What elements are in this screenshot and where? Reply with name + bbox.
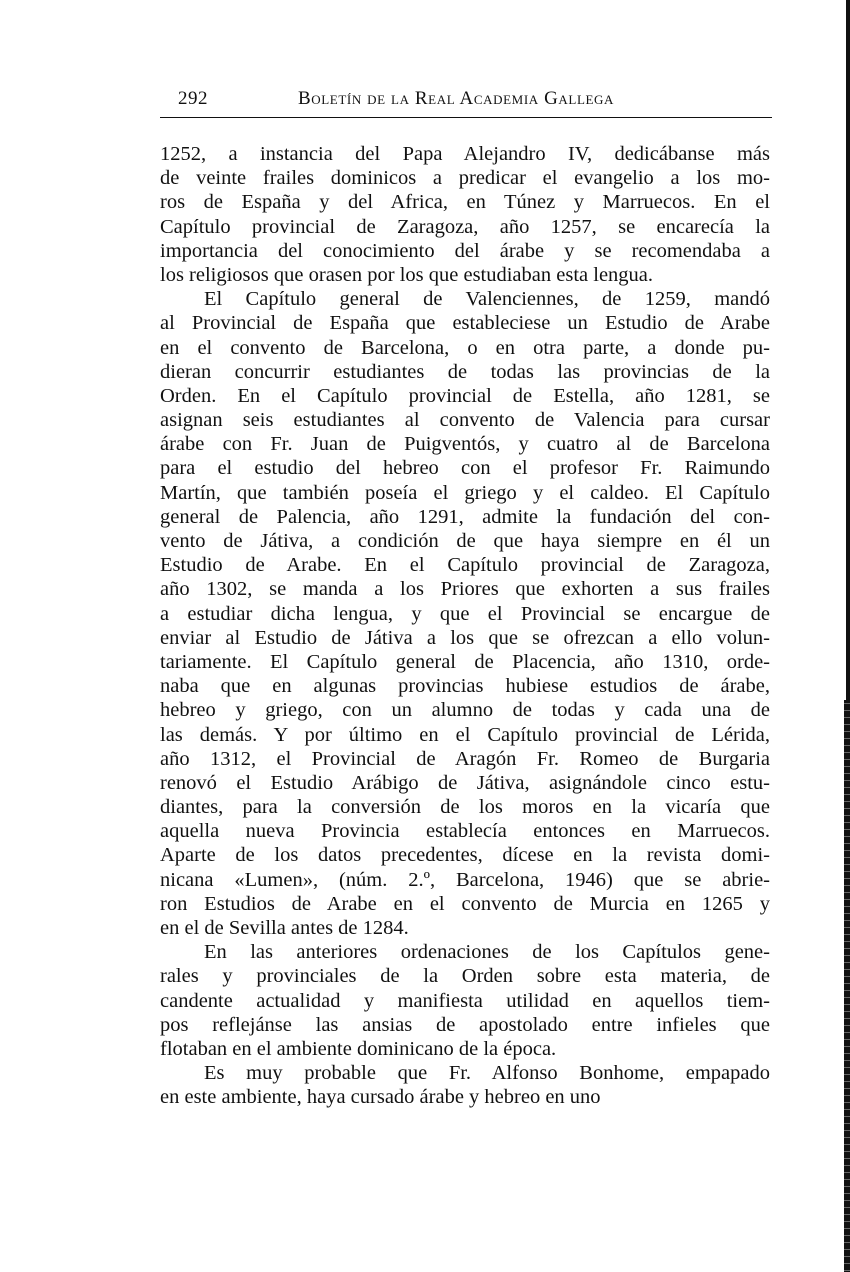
text-line: candente actualidad y manifiesta utilidad en aquellos tiem- bbox=[160, 989, 770, 1012]
text-line: Es muy probable que Fr. Alfonso Bonhome, empapado bbox=[204, 1062, 770, 1085]
text-line: 1252, a instancia del Papa Alejandro IV, dedicábanse más bbox=[160, 143, 770, 165]
text-line: año 1302, se manda a los Priores que exhorten a sus frailes bbox=[160, 578, 770, 601]
text-line: El Capítulo general de Valenciennes, de 1259, mandó bbox=[204, 288, 770, 311]
paragraph bbox=[160, 940, 770, 1061]
text-line: en el de Sevilla antes de 1284. bbox=[160, 917, 409, 939]
text-line: dieran concurrir estudiantes de todas las provincias de la bbox=[160, 360, 770, 383]
text-line: naba que en algunas provincias hubiese estudios de árabe, bbox=[160, 675, 770, 698]
text-line: Orden. En el Capítulo provincial de Estella, año 1281, se bbox=[160, 384, 770, 407]
text-line: flotaban en el ambiente dominicano de la época. bbox=[160, 1037, 557, 1060]
text-line: asignan seis estudiantes al convento de Valencia para cursar bbox=[160, 409, 770, 432]
text-line: renovó el Estudio Arábigo de Játiva, asignándole cinco estu- bbox=[160, 771, 770, 794]
text-line: ros de España y del Africa, en Túnez y Marruecos. En el bbox=[160, 191, 770, 214]
text-line: Aparte de los datos precedentes, dícese en la revista domi- bbox=[160, 844, 770, 867]
text-line: enviar al Estudio de Játiva a los que se ofrezcan a ello volun- bbox=[160, 626, 770, 649]
text-line: nicana «Lumen», (núm. 2.º, Barcelona, 1946) que se abrie- bbox=[160, 868, 770, 891]
text-line: vento de Játiva, a condición de que haya siempre en él un bbox=[160, 530, 770, 552]
text-line: de veinte frailes dominicos a predicar el evangelio a los mo- bbox=[160, 167, 770, 190]
text-line: Estudio de Arabe. En el Capítulo provincial de Zaragoza, bbox=[160, 554, 770, 577]
journal-title: Boletín de la Real Academia Gallega bbox=[298, 88, 614, 109]
text-line: importancia del conocimiento del árabe y se recomendaba a bbox=[160, 239, 770, 262]
text-line: Capítulo provincial de Zaragoza, año 1257, se encarecía la bbox=[160, 215, 770, 238]
text-line: ron Estudios de Arabe en el convento de Murcia en 1265 y bbox=[160, 892, 770, 915]
text-line: al Provincial de España que estableciese un Estudio de Arabe bbox=[160, 312, 770, 335]
text-line: para el estudio del hebreo con el profesor Fr. Raimundo bbox=[160, 457, 770, 480]
text-line: a estudiar dicha lengua, y que el Provincial se encargue de bbox=[160, 602, 770, 625]
text-line: En las anteriores ordenaciones de los Capítulos gene- bbox=[204, 941, 770, 964]
header-rule bbox=[160, 117, 772, 118]
text-line: los religiosos que orasen por los que estudiaban esta lengua. bbox=[160, 263, 654, 286]
paragraph bbox=[160, 287, 770, 940]
page-number: 292 bbox=[178, 88, 208, 109]
text-line: aquella nueva Provincia establecía entonces en Marruecos. bbox=[160, 820, 770, 843]
body-text bbox=[160, 142, 770, 1110]
text-line: pos reflejánse las ansias de apostolado entre infieles que bbox=[160, 1013, 770, 1036]
text-line: hebreo y griego, con un alumno de todas y cada una de bbox=[160, 699, 770, 722]
text-line: tariamente. El Capítulo general de Placencia, año 1310, orde- bbox=[160, 650, 770, 673]
paragraph bbox=[160, 142, 770, 287]
paragraph bbox=[160, 1061, 770, 1109]
text-line: las demás. Y por último en el Capítulo provincial de Lérida, bbox=[160, 723, 770, 746]
text-line: Martín, que también poseía el griego y el caldeo. El Capítulo bbox=[160, 481, 770, 504]
text-line: en este ambiente, haya cursado árabe y hebreo en uno bbox=[160, 1086, 601, 1109]
scan-border-noise bbox=[844, 700, 850, 1272]
text-line: rales y provinciales de la Orden sobre esta materia, de bbox=[160, 965, 770, 988]
text-line: año 1312, el Provincial de Aragón Fr. Romeo de Burgaria bbox=[160, 747, 770, 770]
text-line: en el convento de Barcelona, o en otra parte, a donde pu- bbox=[160, 336, 770, 359]
text-line: árabe con Fr. Juan de Puigventós, y cuatro al de Barcelona bbox=[160, 433, 770, 456]
text-line: diantes, para la conversión de los moros en la vicaría que bbox=[160, 796, 770, 819]
text-line: general de Palencia, año 1291, admite la fundación del con- bbox=[160, 505, 770, 528]
running-header bbox=[160, 86, 772, 112]
